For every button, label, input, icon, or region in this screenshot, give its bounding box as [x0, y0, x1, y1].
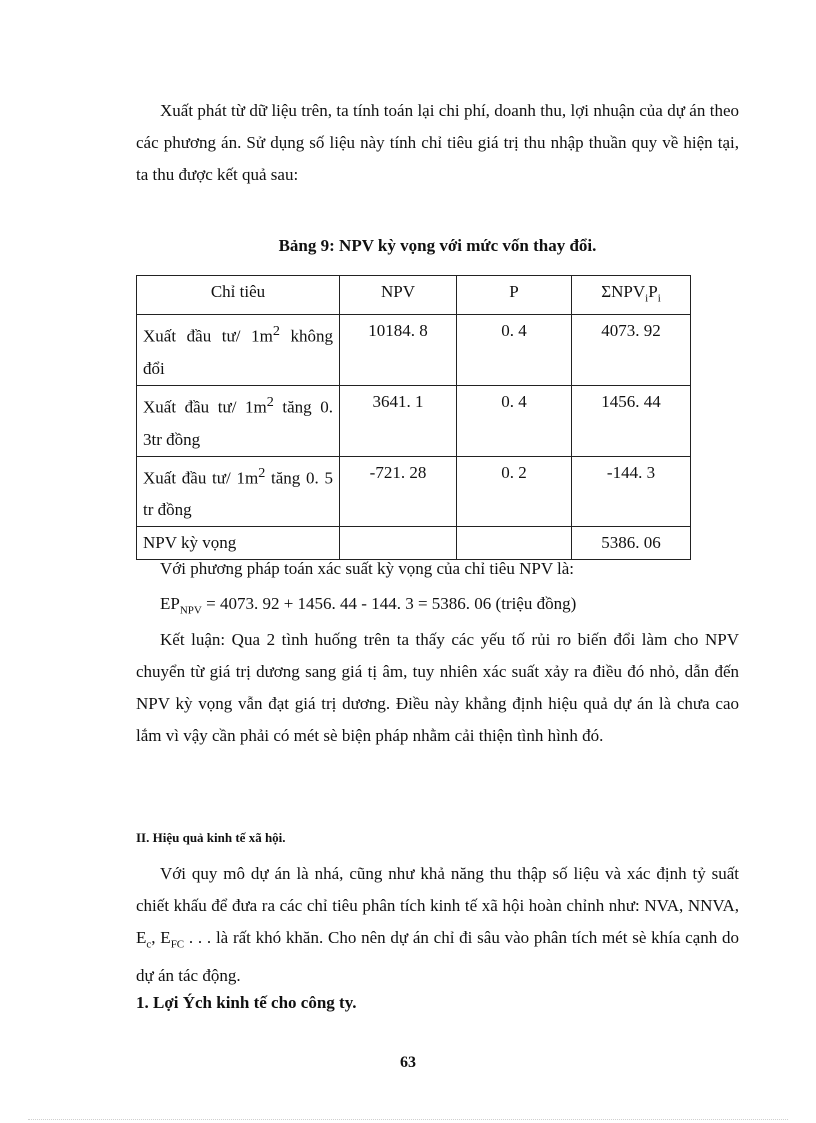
table-row	[137, 456, 691, 527]
row-p: 0. 4	[457, 315, 572, 386]
row-sum: 4073. 92	[572, 315, 691, 386]
table-caption: Bảng 9: NPV kỳ vọng với mức vốn thay đổi.	[278, 236, 597, 255]
table-header-row	[137, 276, 691, 315]
page-number: 63	[400, 1054, 416, 1071]
total-label: NPV kỳ vọng	[137, 527, 340, 560]
row-p: 0. 4	[457, 386, 572, 457]
table-row	[137, 315, 691, 386]
expected-npv-formula: $EP_{NPV} = 4073$. 92 + 1456. 44 - 144. 3 = 5386. 06 (triệu đồng)	[160, 594, 577, 617]
social-paragraph: Với quy mô dự án là nhá, cũng như khả năng thu thập số liệu và xác định tỷ suất chiết khấu để đưa ra các chỉ tiêu phân tích kinh tế xã hội hoàn chỉnh như: NVA, NNVA, $E_c$, $E_{FC}$ . . . là rất khó khăn. Cho nên dự án chỉ đi sâu vào phân tích mét sè khía cạnh do dự án tác động.	[136, 864, 740, 986]
table-row	[137, 386, 691, 457]
row-npv: 10184. 8	[340, 315, 457, 386]
method-line: Với phương pháp toán xác suất kỳ vọng của chỉ tiêu NPV là:	[160, 559, 575, 578]
row-sum: -144. 3	[572, 456, 691, 527]
table-total-row	[137, 527, 691, 560]
row-label: Xuất đầu tư/ $1m^2$ tăng 0. 3tr đồng	[137, 386, 340, 457]
subsection-title: 1. Lợi Ých kinh tế cho công ty.	[136, 993, 357, 1012]
total-sum: 5386. 06	[572, 527, 691, 560]
conclusion-paragraph: Kết luận: Qua 2 tình huống trên ta thấy các yếu tố rủi ro biến đổi làm cho NPV chuyển từ giá trị dương sang giá tị âm, tuy nhiên xác suất xảy ra điều đó nhỏ, dẫn đến NPV kỳ vọng vẫn đạt giá trị dương. Điều này khẳng định hiệu quả dự án là chưa cao lắm vì vậy cần phải có mét sè biện pháp nhằm cải thiện tình hình đó.	[136, 630, 739, 745]
total-p-empty	[457, 527, 572, 560]
header-chi-tieu: Chỉ tiêu	[137, 276, 340, 315]
intro-paragraph: Xuất phát từ dữ liệu trên, ta tính toán lại chi phí, doanh thu, lợi nhuận của dự án theo các phương án. Sử dụng số liệu này tính chỉ tiêu giá trị thu nhập thuần quy về hiện tại, ta thu được kết quả sau:	[136, 101, 739, 184]
row-label: Xuất đầu tư/ $1m^2$ không đổi	[137, 315, 340, 386]
header-p: P	[457, 276, 572, 315]
header-npv: NPV	[340, 276, 457, 315]
section-title: II. Hiệu quả kinh tế xã hội.	[136, 830, 286, 845]
row-npv: 3641. 1	[340, 386, 457, 457]
header-sum-npv-p: $\Sigma NPV_iP_i$	[572, 276, 691, 315]
npv-table	[136, 275, 691, 560]
row-p: 0. 2	[457, 456, 572, 527]
row-label: Xuất đầu tư/ $1m^2$ tăng 0. 5 tr đồng	[137, 456, 340, 527]
row-sum: 1456. 44	[572, 386, 691, 457]
bottom-divider	[28, 1119, 788, 1120]
total-npv-empty	[340, 527, 457, 560]
row-npv: -721. 28	[340, 456, 457, 527]
